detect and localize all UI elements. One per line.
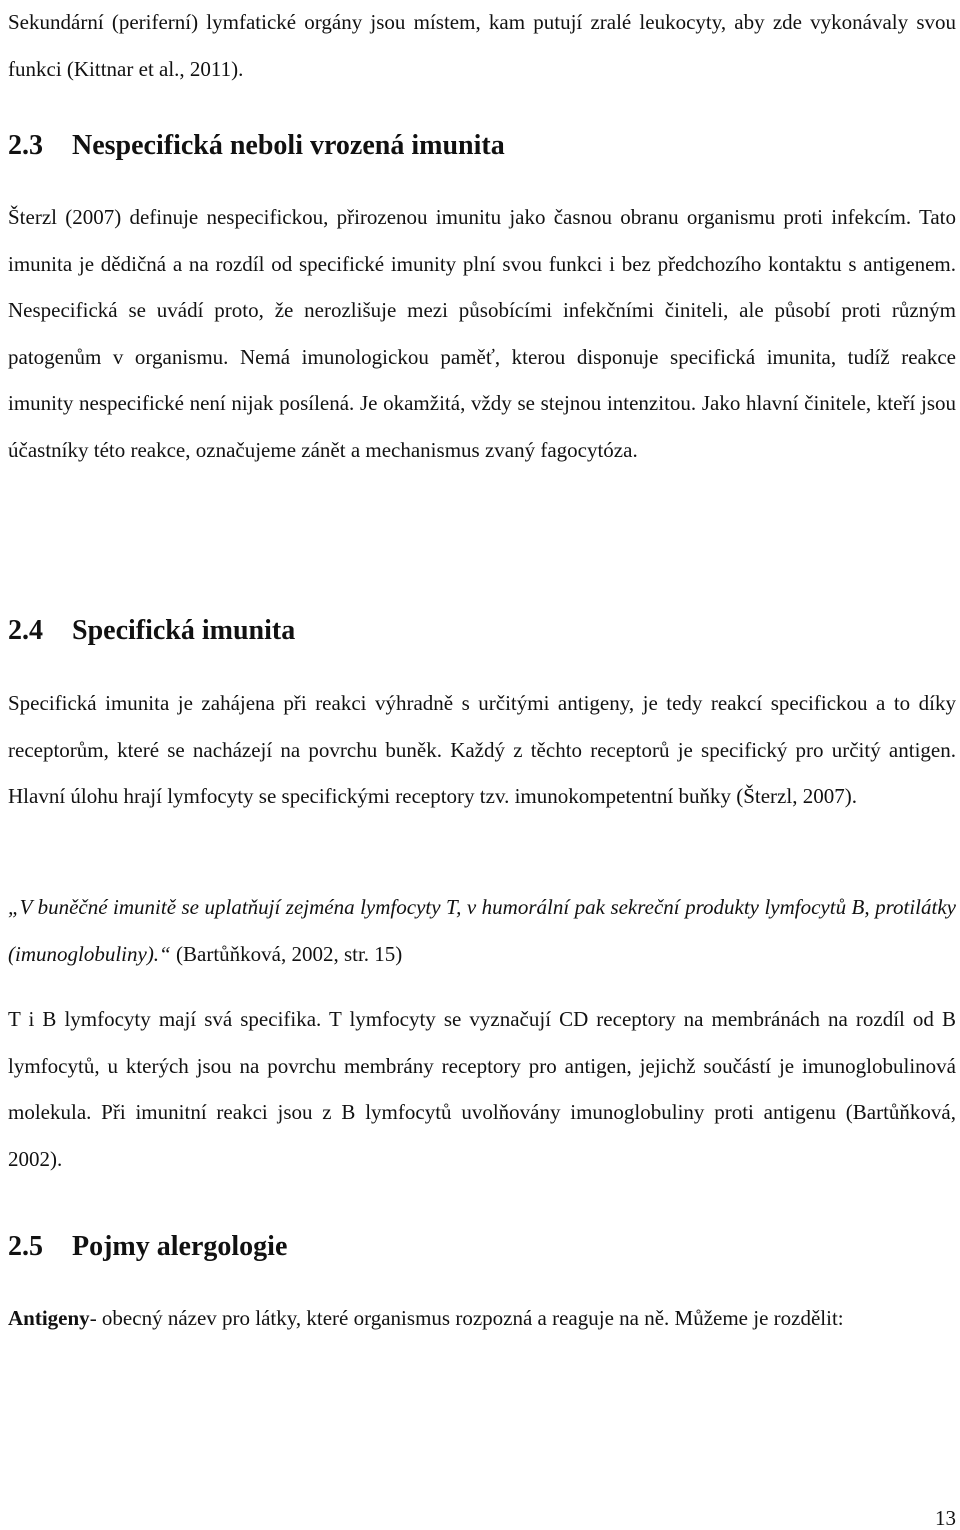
quote-paragraph <box>8 884 956 977</box>
heading-2-4 <box>8 613 295 649</box>
heading-2-3 <box>8 128 505 164</box>
term-definition: - obecný název pro látky, které organismus rozpozná a reaguje na ně. Můžeme je rozdělit: <box>89 1306 844 1330</box>
heading-number: 2.3 <box>8 130 43 161</box>
paragraph-antigens <box>8 1295 956 1342</box>
page-number: 13 <box>935 1506 956 1530</box>
paragraph-t-b-lymphocytes: T i B lymfocyty mají svá specifika. T lymfocyty se vyznačují CD receptory na membránách na rozdíl od B lymfocytů, u kterých jsou na povrchu membrány receptory pro antigen, jejichž součástí je imunoglobulinová molekula. Při imunitní reakci jsou z B lymfocytů uvolňovány imunoglobuliny proti antigenu (Bartůňková, 2002). <box>8 1007 956 1171</box>
heading-title: Pojmy alergologie <box>72 1231 288 1262</box>
term-antigeny: Antigeny <box>8 1306 90 1330</box>
quote-text: „V buněčné imunitě se uplatňují zejména lymfocyty T, v humorální pak sekreční produkty lymfocytů B, protilátky (imunoglobuliny).“ <box>8 895 956 966</box>
paragraph-specific-immunity: Specifická imunita je zahájena při reakci výhradně s určitými antigeny, je tedy reakcí specifickou a to díky receptorům, které se nacházejí na povrchu buněk. Každý z těchto receptorů je specifický pro určitý antigen. Hlavní úlohu hrají lymfocyty se specifickými receptory tzv. imunokompetentní buňky (Šterzl, 2007). <box>8 691 956 808</box>
intro-paragraph: Sekundární (periferní) lymfatické orgány jsou místem, kam putují zralé leukocyty, aby zde vykonávaly svou funkci (Kittnar et al., 2011). <box>8 10 956 81</box>
paragraph-nonspecific-immunity: Šterzl (2007) definuje nespecifickou, přirozenou imunitu jako časnou obranu organismu proti infekcím. Tato imunita je dědičná a na rozdíl od specifické imunity plní svou funkci i bez předchozího kontaktu s antigenem. Nespecifická se uvádí proto, že nerozlišuje mezi působícími infekčními činiteli, ale působí proti různým patogenům v organismu. Nemá imunologickou paměť, kterou disponuje specifická imunita, tudíž reakce imunity nespecifické není nijak posílená. Je okamžitá, vždy se stejnou intenzitou. Jako hlavní činitele, kteří jsou účastníky této reakce, označujeme zánět a mechanismus zvaný fagocytóza. <box>8 205 956 462</box>
heading-title: Nespecifická neboli vrozená imunita <box>72 130 505 161</box>
heading-title: Specifická imunita <box>72 615 296 646</box>
heading-number: 2.4 <box>8 615 43 646</box>
heading-2-5 <box>8 1229 287 1265</box>
heading-number: 2.5 <box>8 1231 43 1262</box>
quote-citation: (Bartůňková, 2002, str. 15) <box>170 941 403 966</box>
